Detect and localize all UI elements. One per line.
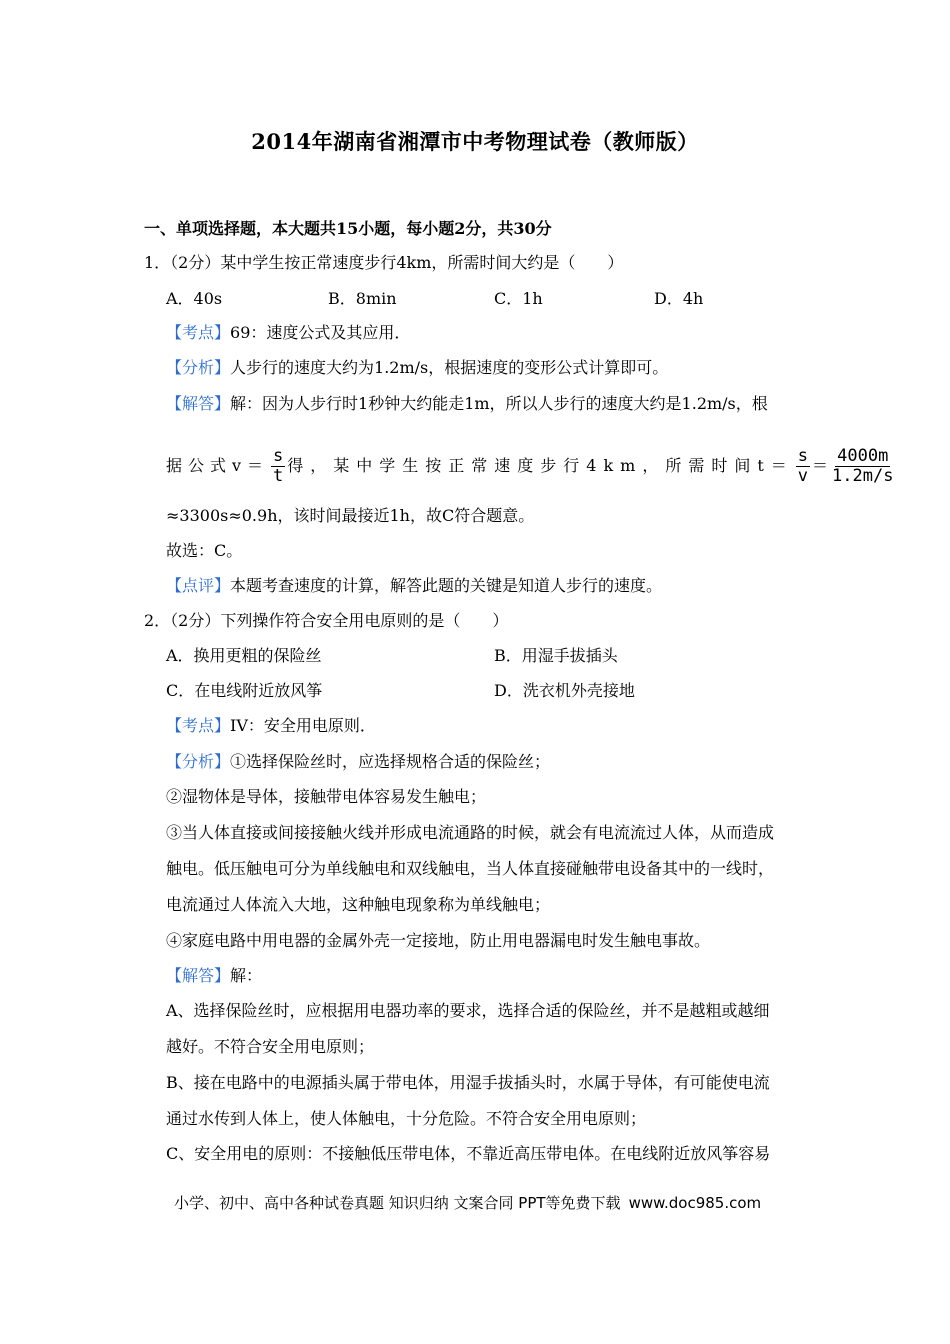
q1-option-d: D．4h	[654, 289, 704, 308]
fenxi-text: ①选择保险丝时，应选择规格合适的保险丝；	[230, 752, 551, 771]
dianping-text: 本题考查速度的计算，解答此题的关键是知道人步行的速度。	[230, 576, 663, 595]
fenxi-tag: 【分析】	[166, 752, 231, 771]
fenxi-text: 人步行的速度大约为1.2m/s，根据速度的变形公式计算即可。	[230, 358, 669, 377]
kaodian-tag: 【考点】	[166, 716, 231, 735]
fraction-s-over-v	[796, 447, 810, 486]
jieda-tag: 【解答】	[166, 394, 231, 413]
kaodian-text: 69：速度公式及其应用．	[230, 323, 411, 342]
q2-kaodian	[166, 716, 376, 736]
q2-option-b: B．用湿手拔插头	[494, 646, 618, 665]
equals-sign: ＝	[812, 456, 829, 475]
q2-analysis-a-1: A、选择保险丝时，应根据用电器功率的要求，选择合适的保险丝，并不是越粗或越细	[166, 1001, 770, 1020]
question-2-stem: 2．（2分）下列操作符合安全用电原则的是（ ）	[144, 611, 509, 630]
footer-text: 小学、初中、高中各种试卷真题 知识归纳 文案合同 PPT等免费下载	[174, 1194, 621, 1212]
fenxi-tag: 【分析】	[166, 358, 231, 377]
jieda-tag: 【解答】	[166, 966, 231, 985]
q2-option-a: A．换用更粗的保险丝	[166, 646, 322, 665]
q1-option-c: C．1h	[494, 289, 543, 308]
q1-dianping	[166, 576, 662, 596]
dianping-tag: 【点评】	[166, 576, 231, 595]
q1-option-b: B．8min	[328, 289, 397, 308]
fraction-denominator: 1.2m/s	[832, 465, 894, 486]
q2-fenxi-3: ③当人体直接或间接接触火线并形成电流通路的时候，就会有电流流过人体，从而造成	[166, 823, 775, 842]
q2-jieda	[166, 966, 262, 986]
footer-link[interactable]: www.doc985.com	[628, 1194, 762, 1212]
kaodian-text: IV：安全用电原则．	[230, 716, 376, 735]
fraction-numerator: s	[273, 445, 284, 466]
jieda-text: 解：	[230, 966, 263, 985]
document-title: 2014年湖南省湘潭市中考物理试卷（教师版）	[251, 129, 699, 154]
q1-jieda	[166, 394, 768, 414]
q2-analysis-b-2: 通过水传到人体上，使人体触电，十分危险。不符合安全用电原则；	[166, 1109, 647, 1128]
q2-fenxi	[166, 752, 550, 772]
q1-kaodian	[166, 323, 410, 343]
q1-option-a: A．40s	[166, 289, 223, 308]
q1-answer: 故选：C。	[166, 541, 243, 560]
fraction-denominator: v	[797, 465, 809, 486]
kaodian-tag: 【考点】	[166, 323, 231, 342]
fraction-4000m-over-1.2ms	[830, 447, 895, 486]
q2-analysis-c-1: C、安全用电的原则：不接触低压带电体，不靠近高压带电体。在电线附近放风筝容易	[166, 1144, 771, 1163]
section-heading: 一、单项选择题，本大题共15小题，每小题2分，共30分	[144, 219, 552, 238]
q2-fenxi-6: ④家庭电路中用电器的金属外壳一定接地，防止用电器漏电时发生触电事故。	[166, 931, 711, 950]
q2-fenxi-5: 电流通过人体流入大地，这种触电现象称为单线触电；	[166, 895, 551, 914]
q1-fenxi	[166, 358, 668, 378]
question-1-stem: 1．（2分）某中学生按正常速度步行4km，所需时间大约是（ ）	[144, 253, 624, 272]
formula-middle: 得，某中学生按正常速度步行4km，所需时间t＝	[287, 456, 794, 475]
q2-option-d: D．洗衣机外壳接地	[494, 681, 635, 700]
q1-formula-line	[166, 445, 894, 486]
q2-analysis-b-1: B、接在电路中的电源插头属于带电体，用湿手拔插头时，水属于导体，有可能使电流	[166, 1073, 770, 1092]
formula-prefix: 据公式v＝	[166, 456, 270, 475]
fraction-denominator: t	[273, 465, 284, 486]
q2-option-c: C．在电线附近放风筝	[166, 681, 323, 700]
page-footer	[174, 1192, 761, 1213]
jieda-text: 解：因为人步行时1秒钟大约能走1m，所以人步行的速度大约是1.2m/s，根	[230, 394, 768, 413]
q2-fenxi-4: 触电。低压触电可分为单线触电和双线触电，当人体直接碰触带电设备其中的一线时，	[166, 859, 775, 878]
q2-analysis-a-2: 越好。不符合安全用电原则；	[166, 1037, 375, 1056]
fraction-numerator: s	[797, 445, 809, 466]
q2-fenxi-2: ②湿物体是导体，接触带电体容易发生触电；	[166, 787, 487, 806]
q1-jieda-result: ≈3300s≈0.9h，该时间最接近1h，故C符合题意。	[166, 506, 535, 525]
fraction-s-over-t	[271, 447, 285, 486]
fraction-numerator: 4000m	[837, 445, 889, 466]
